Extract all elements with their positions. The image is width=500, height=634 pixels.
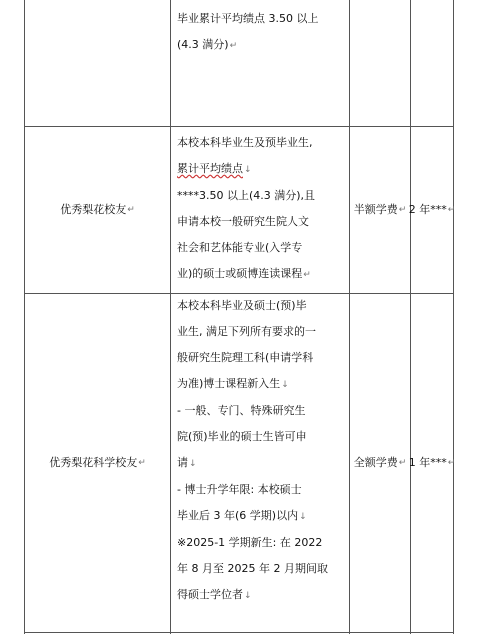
desc-line: - 一般、专门、特殊研究生: [177, 404, 306, 417]
desc-line: 毕业累计平均绩点 3.50 以上: [177, 12, 319, 25]
desc-line: 业生, 满足下列所有要求的一: [177, 325, 316, 338]
desc-line: 院(预)毕业的硕士生皆可申: [177, 430, 307, 443]
table-border-right: [453, 0, 454, 634]
desc-line: ※2025-1 学期新生: 在 2022: [177, 536, 323, 549]
award-name: 优秀梨花校友 ↵: [60, 203, 135, 216]
table-row: [171, 6, 349, 59]
desc-line: 申请本校一般研究生院人文: [177, 215, 309, 228]
desc-line: 般研究生院理工科(申请学科: [177, 351, 314, 364]
desc-line: 为准)博士课程新入生↓: [177, 377, 289, 390]
award-fee: 全额学费 ↵: [353, 456, 407, 469]
award-period: 2 年*** ↵: [408, 203, 456, 216]
scholarship-table: [24, 0, 454, 634]
desc-line: 业)的硕士或硕博连读课程↵: [177, 267, 311, 280]
desc-line: 本校本科毕业生及预毕业生,: [177, 136, 313, 149]
desc-line: (4.3 满分)↵: [177, 38, 238, 51]
desc-line: - 博士升学年限: 本校硕士: [177, 483, 302, 496]
desc-line: 累计平均绩点↓: [177, 162, 252, 175]
desc-line: 请↓: [177, 456, 197, 469]
desc-line: 本校本科毕业及硕士(预)毕: [177, 299, 307, 312]
desc-line: 社会和艺体能专业(入学专: [177, 241, 303, 254]
award-criteria: [171, 293, 349, 609]
desc-line: ****3.50 以上(4.3 满分),且: [177, 189, 316, 202]
desc-line: 得硕士学位者↓: [177, 588, 252, 601]
award-name: 优秀梨花科学校友 ↵: [49, 456, 146, 469]
desc-line: 年 8 月至 2025 年 2 月期间取: [177, 562, 328, 575]
desc-line: 毕业后 3 年(6 学期)以内↓: [177, 509, 307, 522]
award-criteria: [171, 130, 349, 288]
award-fee: 半额学费 ↵: [353, 203, 407, 216]
award-period: 1 年*** ↵: [408, 456, 456, 469]
table-border-bottom: [24, 632, 454, 633]
